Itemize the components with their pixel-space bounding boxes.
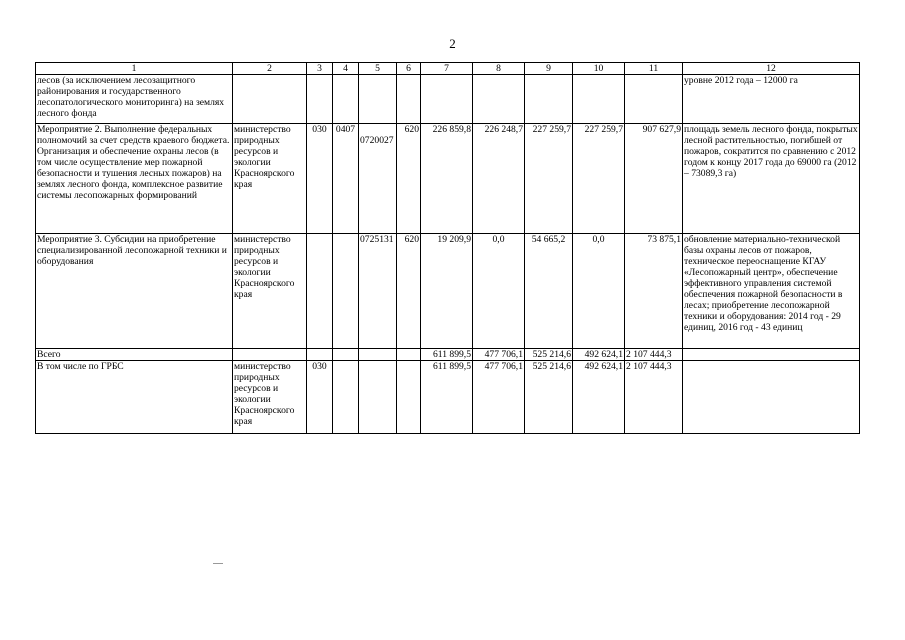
value-cell: 19 209,9 <box>421 234 473 349</box>
grbs-label: В том числе по ГРБС <box>36 361 233 434</box>
grbs-cell <box>307 349 333 361</box>
executor-cell <box>233 75 307 124</box>
result-cell <box>683 349 860 361</box>
value-cell <box>573 75 625 124</box>
col-header: 2 <box>233 63 307 75</box>
value-cell <box>473 75 525 124</box>
header-row <box>36 63 860 75</box>
rzpr-cell <box>333 361 359 434</box>
col-header: 5 <box>359 63 397 75</box>
value-cell: 226 248,7 <box>473 124 525 234</box>
value-cell: 227 259,7 <box>573 124 625 234</box>
value-cell <box>525 75 573 124</box>
value-cell: 611 899,5 <box>421 349 473 361</box>
table-row <box>36 75 860 124</box>
col-header: 7 <box>421 63 473 75</box>
value-cell: 611 899,5 <box>421 361 473 434</box>
rzpr-cell: 0407 <box>333 124 359 234</box>
value-cell: 0,0 <box>573 234 625 349</box>
col-header: 8 <box>473 63 525 75</box>
vr-cell <box>397 75 421 124</box>
total-cell: 73 875,1 <box>625 234 683 349</box>
total-cell: 2 107 444,3 <box>625 349 683 361</box>
executor-cell: министерство природных ресурсов и экологии Красноярского края <box>233 124 307 234</box>
grbs-cell: 030 <box>307 124 333 234</box>
col-header: 6 <box>397 63 421 75</box>
grbs-cell: 030 <box>307 361 333 434</box>
value-cell: 227 259,7 <box>525 124 573 234</box>
col-header: 4 <box>333 63 359 75</box>
executor-cell: министерство природных ресурсов и экологии Красноярского края <box>233 361 307 434</box>
total-label: Всего <box>36 349 233 361</box>
value-cell: 477 706,1 <box>473 349 525 361</box>
grbs-cell <box>307 75 333 124</box>
col-header: 9 <box>525 63 573 75</box>
total-cell <box>625 75 683 124</box>
vr-cell: 620 <box>397 234 421 349</box>
rzpr-cell <box>333 75 359 124</box>
result-cell: площадь земель лесного фонда, покрытых лесной растительностью, погибшей от пожаров, сократится по сравнению с 2012 годом к концу 2017 года до 69000 га (2012 – 73089,3 га) <box>683 124 860 234</box>
csr-cell <box>359 349 397 361</box>
col-header: 3 <box>307 63 333 75</box>
col-header: 10 <box>573 63 625 75</box>
scan-mark <box>213 563 223 564</box>
total-cell: 907 627,9 <box>625 124 683 234</box>
value-cell: 54 665,2 <box>525 234 573 349</box>
result-cell: уровне 2012 года – 12000 га <box>683 75 860 124</box>
activity-cell: Мероприятие 3. Субсидии на приобретение специализированной лесопожарной техники и оборудования <box>36 234 233 349</box>
result-cell <box>683 361 860 434</box>
page-number: 2 <box>449 36 456 51</box>
value-cell: 0,0 <box>473 234 525 349</box>
budget-table <box>35 62 860 434</box>
value-cell: 492 624,1 <box>573 361 625 434</box>
vr-cell <box>397 349 421 361</box>
activity-cell: Мероприятие 2. Выполнение федеральных полномочий за счет средств краевого бюджета. Организация и обеспечение охраны лесов (в том числе осуществление мер пожарной безопасности и тушения лесных пожаров) на землях лесного фонда, комплексное развитие системы лесопожарных формирований <box>36 124 233 234</box>
grbs-cell <box>307 234 333 349</box>
rzpr-cell <box>333 234 359 349</box>
value-cell: 525 214,6 <box>525 349 573 361</box>
rzpr-cell <box>333 349 359 361</box>
value-cell: 477 706,1 <box>473 361 525 434</box>
csr-cell: 0725131 <box>359 234 397 349</box>
value-cell <box>421 75 473 124</box>
executor-cell <box>233 349 307 361</box>
value-cell: 525 214,6 <box>525 361 573 434</box>
executor-cell: министерство природных ресурсов и экологии Красноярского края <box>233 234 307 349</box>
total-cell: 2 107 444,3 <box>625 361 683 434</box>
value-cell: 492 624,1 <box>573 349 625 361</box>
vr-cell <box>397 361 421 434</box>
result-cell: обновление материально-технической базы охраны лесов от пожаров, техническое переоснащение КГАУ «Лесопожарный центр», обеспечение эффективного управления системой обеспечения пожарной безопасности в лесах; приобретение лесопожарной техники и оборудования: 2014 год - 29 единиц, 2016 год - 43 единиц <box>683 234 860 349</box>
vr-cell: 620 <box>397 124 421 234</box>
col-header: 11 <box>625 63 683 75</box>
grbs-row <box>36 361 860 434</box>
csr-cell <box>359 75 397 124</box>
csr-cell <box>359 361 397 434</box>
col-header: 1 <box>36 63 233 75</box>
value-cell: 226 859,8 <box>421 124 473 234</box>
table-row <box>36 124 860 234</box>
activity-cell: лесов (за исключением лесозащитного районирования и государственного лесопатологического мониторинга) на землях лесного фонда <box>36 75 233 124</box>
total-row <box>36 349 860 361</box>
col-header: 12 <box>683 63 860 75</box>
csr-cell: 0720027 <box>359 124 397 234</box>
table-row <box>36 234 860 349</box>
